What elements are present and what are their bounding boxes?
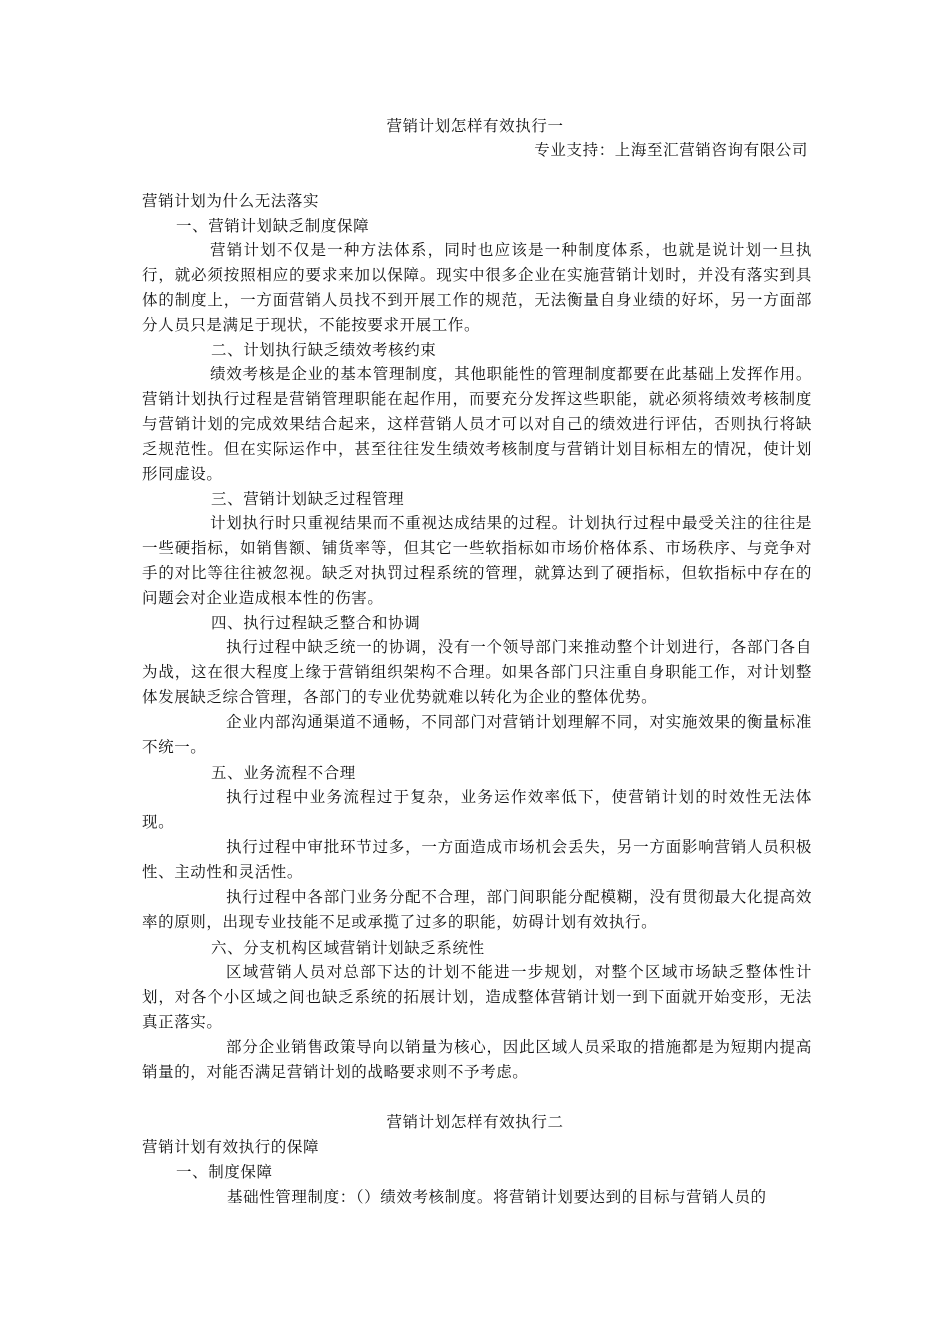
- section-paragraph: 执行过程中缺乏统一的协调，没有一个领导部门来推动整个计划进行，各部门各自为战，这在很大程度上缘于营销组织架构不合理。如果各部门只注重自身职能工作，对计划整体发展缺乏综合管理，各部门的专业优势就难以转化为企业的整体优势。: [142, 638, 812, 706]
- section-heading: 五、业务流程不合理: [211, 764, 356, 782]
- section-heading: 二、计划执行缺乏绩效考核约束: [211, 341, 437, 359]
- section-paragraph: 执行过程中审批环节过多，一方面造成市场机会丢失，另一方面影响营销人员积极性、主动性和灵活性。: [142, 838, 812, 881]
- section-paragraph: 基础性管理制度：（）绩效考核制度。将营销计划要达到的目标与营销人员的: [227, 1188, 767, 1206]
- section-heading: 六、分支机构区域营销计划缺乏系统性: [211, 939, 485, 957]
- part1-heading: 营销计划为什么无法落实: [142, 192, 320, 210]
- part2-heading: 营销计划有效执行的保障: [142, 1138, 320, 1156]
- section-heading: 一、营销计划缺乏制度保障: [176, 217, 370, 235]
- document-title: 营销计划怎样有效执行一: [386, 117, 564, 135]
- section-paragraph: 营销计划不仅是一种方法体系，同时也应该是一种制度体系，也就是说计划一旦执行，就必须按照相应的要求来加以保障。现实中很多企业在实施营销计划时，并没有落实到具体的制度上，一方面营销人员找不到开展工作的规范，无法衡量自身业绩的好坏，另一方面部分人员只是满足于现状，不能按要求开展工作。: [142, 241, 812, 334]
- section-heading: 四、执行过程缺乏整合和协调: [211, 614, 421, 632]
- section-paragraph: 企业内部沟通渠道不通畅，不同部门对营销计划理解不同，对实施效果的衡量标准不统一。: [142, 713, 812, 756]
- section-paragraph: 绩效考核是企业的基本管理制度，其他职能性的管理制度都要在此基础上发挥作用。营销计划执行过程是营销管理职能在起作用，而要充分发挥这些职能，就必须将绩效考核制度与营销计划的完成效果结合起来，这样营销人员才可以对自己的绩效进行评估，否则执行将缺乏规范性。但在实际运作中，甚至往往发生绩效考核制度与营销计划目标相左的情况，使计划形同虚设。: [142, 365, 812, 483]
- section-paragraph: 执行过程中各部门业务分配不合理，部门间职能分配模糊，没有贯彻最大化提高效率的原则，出现专业技能不足或承揽了过多的职能，妨碍计划有效执行。: [142, 888, 812, 931]
- section-heading: 三、营销计划缺乏过程管理: [211, 490, 405, 508]
- section-paragraph: 计划执行时只重视结果而不重视达成结果的过程。计划执行过程中最受关注的往往是一些硬指标，如销售额、铺货率等，但其它一些软指标如市场价格体系、市场秩序、与竞争对手的对比等往往被忽视。缺乏对执罚过程系统的管理，就算达到了硬指标，但软指标中存在的问题会对企业造成根本性的伤害。: [142, 514, 812, 607]
- section-paragraph: 部分企业销售政策导向以销量为核心，因此区域人员采取的措施都是为短期内提高销量的，对能否满足营销计划的战略要求则不予考虑。: [142, 1038, 812, 1081]
- part2-title: 营销计划怎样有效执行二: [386, 1113, 564, 1131]
- section-paragraph: 执行过程中业务流程过于复杂，业务运作效率低下，使营销计划的时效性无法体现。: [142, 788, 812, 831]
- section-heading: 一、制度保障: [176, 1163, 273, 1181]
- section-paragraph: 区域营销人员对总部下达的计划不能进一步规划，对整个区域市场缺乏整体性计划，对各个小区域之间也缺乏系统的拓展计划，造成整体营销计划一到下面就开始变形，无法真正落实。: [142, 963, 812, 1031]
- support-line: 专业支持：上海至汇营销咨询有限公司: [534, 141, 808, 159]
